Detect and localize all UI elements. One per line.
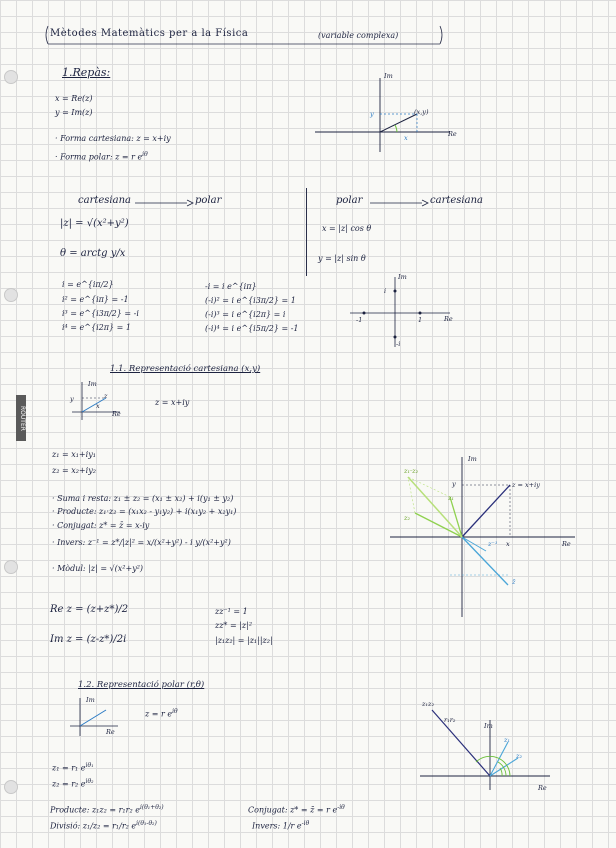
cartesian-word-2: cartesiana (430, 195, 483, 206)
x-definition: x = Re(z) (55, 94, 93, 103)
y-component-label: y (370, 110, 374, 118)
power-right-2: (-i)² = i e^{i3π/2} = 1 (205, 296, 296, 305)
angle-formula: θ = arctg y/x (60, 248, 126, 259)
polar-mini-graph (66, 696, 126, 741)
inverse-rule: · Invers: z⁻¹ = z*/|z|² = x/(x²+y²) - i y/(x²+y²) (52, 538, 231, 547)
cartesian-form: · Forma cartesiana: z = x+iy (55, 134, 171, 143)
modulus-product-identity: |z₁z₂| = |z₁||z₂| (215, 636, 273, 645)
axis-label-re: Re (444, 315, 453, 323)
z1-polar: z₁ = r₁ $e^{i\theta_1}$ (52, 762, 94, 773)
r1r2-label: r₁r₂ (444, 716, 456, 724)
x-component-label: x (404, 134, 408, 142)
modulus-formula: |z| = √(x²+y²) (60, 218, 129, 229)
cartesian-word: cartesiana (78, 195, 131, 206)
axis-label-re: Re (112, 410, 121, 418)
axis-label-im: Im (468, 455, 477, 463)
y-label: y (70, 395, 74, 403)
y-conversion: y = |z| sin θ (318, 254, 366, 263)
arrow-icon (370, 198, 430, 208)
axis-label-im: Im (88, 380, 97, 388)
section-heading: 1.Repàs: (62, 66, 111, 79)
vector-operations-graph (390, 455, 580, 625)
sidebar-tab: ROUTER (16, 395, 26, 441)
binder-hole (4, 288, 18, 302)
binder-hole (4, 560, 18, 574)
page-subtitle: (variable complexa) (318, 31, 399, 40)
z2-polar: z₂ = r₂ $e^{i\theta_2}$ (52, 778, 94, 789)
modulus-rule: · Mòdul: |z| = √(x²+y²) (52, 564, 144, 573)
z1z2-label: z₁·z₂ (404, 467, 419, 475)
z2-label: z₂ (516, 752, 523, 760)
cartesian-equation: z = x+iy (155, 398, 190, 407)
inverse-label: z⁻¹ (488, 540, 498, 548)
page-title: Mètodes Matemàtics per a la Física (50, 28, 249, 39)
x-label: x (96, 402, 100, 410)
z1-label: z₁ (504, 736, 511, 744)
section-heading: 1.1. Representació cartesiana (x,y) (110, 364, 261, 374)
arrow-icon (135, 198, 195, 208)
sum-rule: · Suma i resta: z₁ ± z₂ = (x₁ ± x₂) + i(y₁ ± y₂) (52, 494, 234, 503)
z1-label: z₁ (448, 494, 455, 502)
y-definition: y = Im(z) (55, 108, 93, 117)
inverse-identity: zz⁻¹ = 1 (215, 607, 248, 616)
power-left-3: i³ = e^{i3π/2} = -i (62, 309, 139, 318)
binder-hole (4, 70, 18, 84)
label-neg-one: -1 (356, 316, 363, 324)
section-heading: 1.2. Representació polar (r,θ) (78, 680, 205, 690)
point-label: (x,y) (414, 108, 429, 116)
label-neg-i: -i (396, 340, 401, 348)
z1z2-label: z₁z₂ (422, 700, 435, 708)
power-right-4: (-i)⁴ = i e^{i5π/2} = -1 (205, 324, 299, 333)
polar-conjugate: Conjugat: z* = z̄ = r $e^{-i\theta}$ (248, 804, 345, 815)
power-right-3: (-i)³ = i e^{i2π} = i (205, 310, 286, 319)
axis-label-im: Im (398, 273, 407, 281)
axis-label-re: Re (448, 130, 457, 138)
z-vector-label: z = x+iy (512, 481, 540, 489)
polar-word: polar (195, 195, 222, 206)
real-part-formula: Re z = (z+z*)/2 (50, 604, 129, 615)
power-left-4: i⁴ = e^{i2π} = 1 (62, 323, 131, 332)
conjugate-label: z̄ (512, 578, 516, 586)
polar-inverse: Invers: 1/r $e^{-i\theta}$ (252, 820, 310, 831)
axis-label-im: Im (484, 722, 493, 730)
power-left-1: i = e^{iπ/2} (62, 280, 114, 289)
axis-label-im: Im (86, 696, 95, 704)
axis-label-re: Re (562, 540, 571, 548)
power-left-2: i² = e^{iπ} = -1 (62, 295, 129, 304)
polar-word-2: polar (336, 195, 363, 206)
label-i: i (384, 287, 387, 295)
power-right-1: -i = i e^{iπ} (205, 282, 257, 291)
product-rule: · Producte: z₁·z₂ = (x₁x₂ - y₁y₂) + i(x₁y₂ + x₂y₁) (52, 507, 237, 516)
complex-plane-graph (315, 72, 455, 162)
x-label: x (506, 540, 510, 548)
imag-part-formula: Im z = (z-z*)/2i (50, 634, 127, 645)
x-conversion: x = |z| cos θ (322, 224, 372, 233)
y-label: y (452, 480, 456, 488)
label-one: 1 (418, 316, 423, 324)
polar-division: Divisió: z₁/z₂ = r₁/r₂ $e^{i(\theta_1-\theta_2)}$ (50, 820, 157, 831)
axis-label-im: Im (384, 72, 393, 80)
polar-product: Producte: z₁z₂ = r₁r₂ $e^{i(\theta_1+\theta_2)}$ (50, 804, 164, 815)
axis-label-re: Re (538, 784, 547, 792)
z2-label: z₂ (404, 514, 411, 522)
z-label: z (104, 392, 108, 400)
conjugate-identity: zz* = |z|² (215, 621, 253, 630)
polar-equation: z = r $e^{i\theta}$ (145, 708, 178, 719)
conjugate-rule: · Conjugat: z* = z̄ = x-iy (52, 521, 150, 530)
axis-label-re: Re (106, 728, 115, 736)
vertical-divider (306, 188, 307, 276)
z1-definition: z₁ = x₁+iy₁ (52, 450, 96, 459)
z2-definition: z₂ = x₂+iy₂ (52, 466, 96, 475)
title-underline (0, 0, 616, 50)
polar-form: · Forma polar: z = r $e^{i\theta}$ (55, 151, 148, 162)
binder-hole (4, 780, 18, 794)
